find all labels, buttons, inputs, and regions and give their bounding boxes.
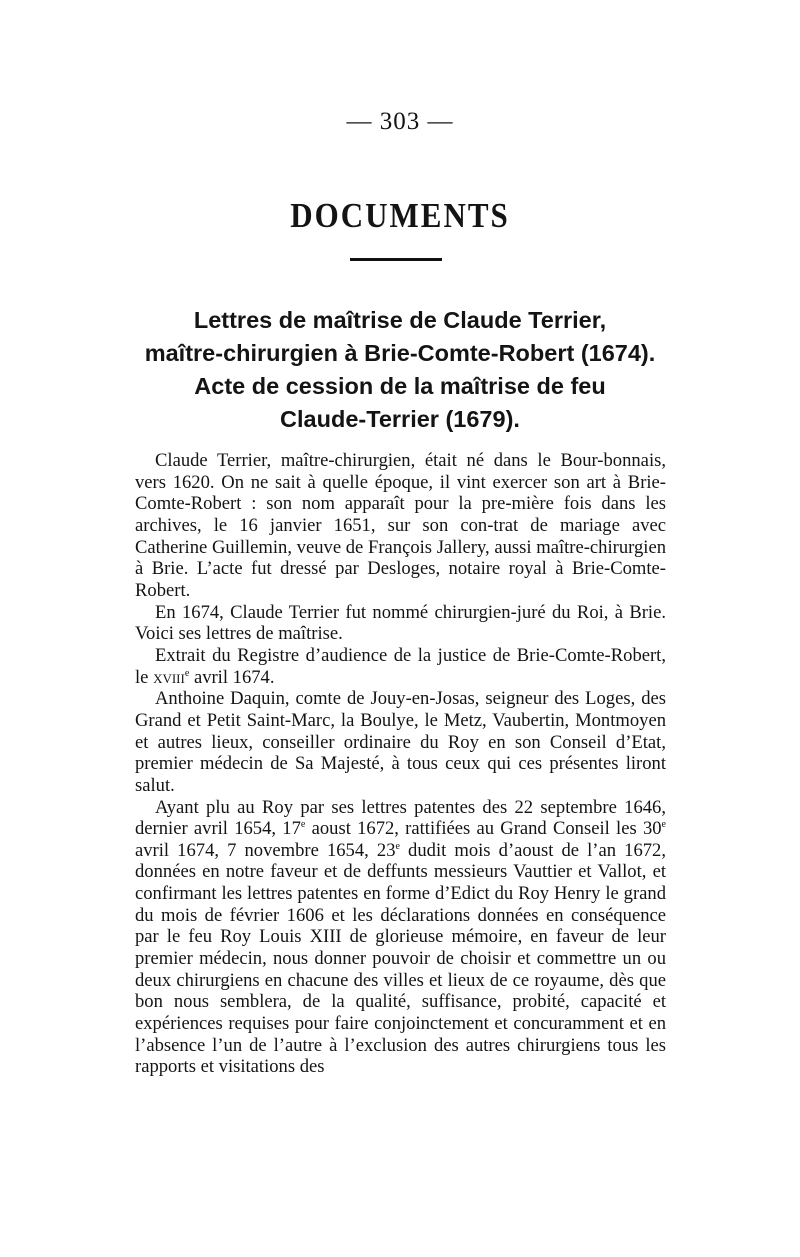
extract-date-sup: e <box>184 667 190 679</box>
extract-text-end: avril 1674. <box>189 666 275 688</box>
letters-sup-3: e <box>395 840 400 852</box>
document-title <box>100 304 700 436</box>
paragraph-extract <box>135 645 666 688</box>
heading-rule <box>350 258 442 261</box>
body-text <box>135 450 666 1078</box>
letters-sup-2: e <box>661 818 666 830</box>
letters-text-b: aoust 1672, rattifiées au Grand Conseil les 30 <box>305 818 662 840</box>
letters-text-d: dudit mois d’aoust de l’an 1672, données en notre faveur et de deffunts messieurs Vauttier et Vallot, et confirmant les lettres patentes en forme d’Edict du Roy Henry le grand du mois de février 1606 et les déclarations données en conséquence par le feu Roy Louis XIII de glorieuse mémoire, en faveur de leur premier médecin, nous donner pouvoir de choisir et commettre un ou deux chirurgiens en chacune des villes et lieux de ce royaume, dès que bon nous semblera, de la qualité, suffisance, probité, capacité et expériences requises pour faire conjoinctement et concuramment et en l’absence l’un de l’autre à l’exclusion des autres chirurgiens tous les rapports et visitations des <box>135 839 666 1078</box>
title-line-4: Claude-Terrier (1679). <box>280 406 520 432</box>
letters-text-c: avril 1674, 7 novembre 1654, 23 <box>135 839 396 861</box>
extract-roman-date: xviii <box>153 666 185 688</box>
paragraph-intro: Claude Terrier, maître-chirurgien, était né dans le Bour-bonnais, vers 1620. On ne sait à quelle époque, il vint exercer son art à Brie-Comte-Robert : son nom apparaît pour la pre-mière fois dans les archives, le 16 janvier 1651, sur son con-trat de mariage avec Catherine Guillemin, veuve de François Jallery, aussi maître-chirurgien à Brie. L’acte fut dressé par Desloges, notaire royal à Brie-Comte-Robert. <box>135 450 666 601</box>
letters-sup-1: e <box>300 818 306 830</box>
section-heading: DOCUMENTS <box>290 195 510 236</box>
title-line-3: Acte de cession de la maîtrise de feu <box>194 373 606 399</box>
extract-text: Extrait du Registre d’audience de la justice de Brie-Comte-Robert, le <box>135 644 666 688</box>
title-line-2: maître-chirurgien à Brie-Comte-Robert (1674). <box>144 340 656 366</box>
page-number: — 303 — <box>346 108 454 135</box>
title-line-1: Lettres de maîtrise de Claude Terrier, <box>193 307 607 333</box>
paragraph-nomination: En 1674, Claude Terrier fut nommé chirurgien-juré du Roi, à Brie. Voici ses lettres de maîtrise. <box>135 601 666 645</box>
paragraph-daquin: Anthoine Daquin, comte de Jouy-en-Josas, seigneur des Loges, des Grand et Petit Saint-Marc, la Boulye, le Metz, Vaubertin, Montmoyen et autres lieux, conseiller ordinaire du Roy en son Conseil d’Etat, premier médecin de Sa Majesté, à tous ceux qui ces présentes liront salut. <box>135 688 666 796</box>
paragraph-letters-patent <box>135 797 666 1079</box>
letters-text-a: Ayant plu au Roy par ses lettres patentes des 22 septembre 1646, dernier avril 1654, 17 <box>135 796 666 840</box>
